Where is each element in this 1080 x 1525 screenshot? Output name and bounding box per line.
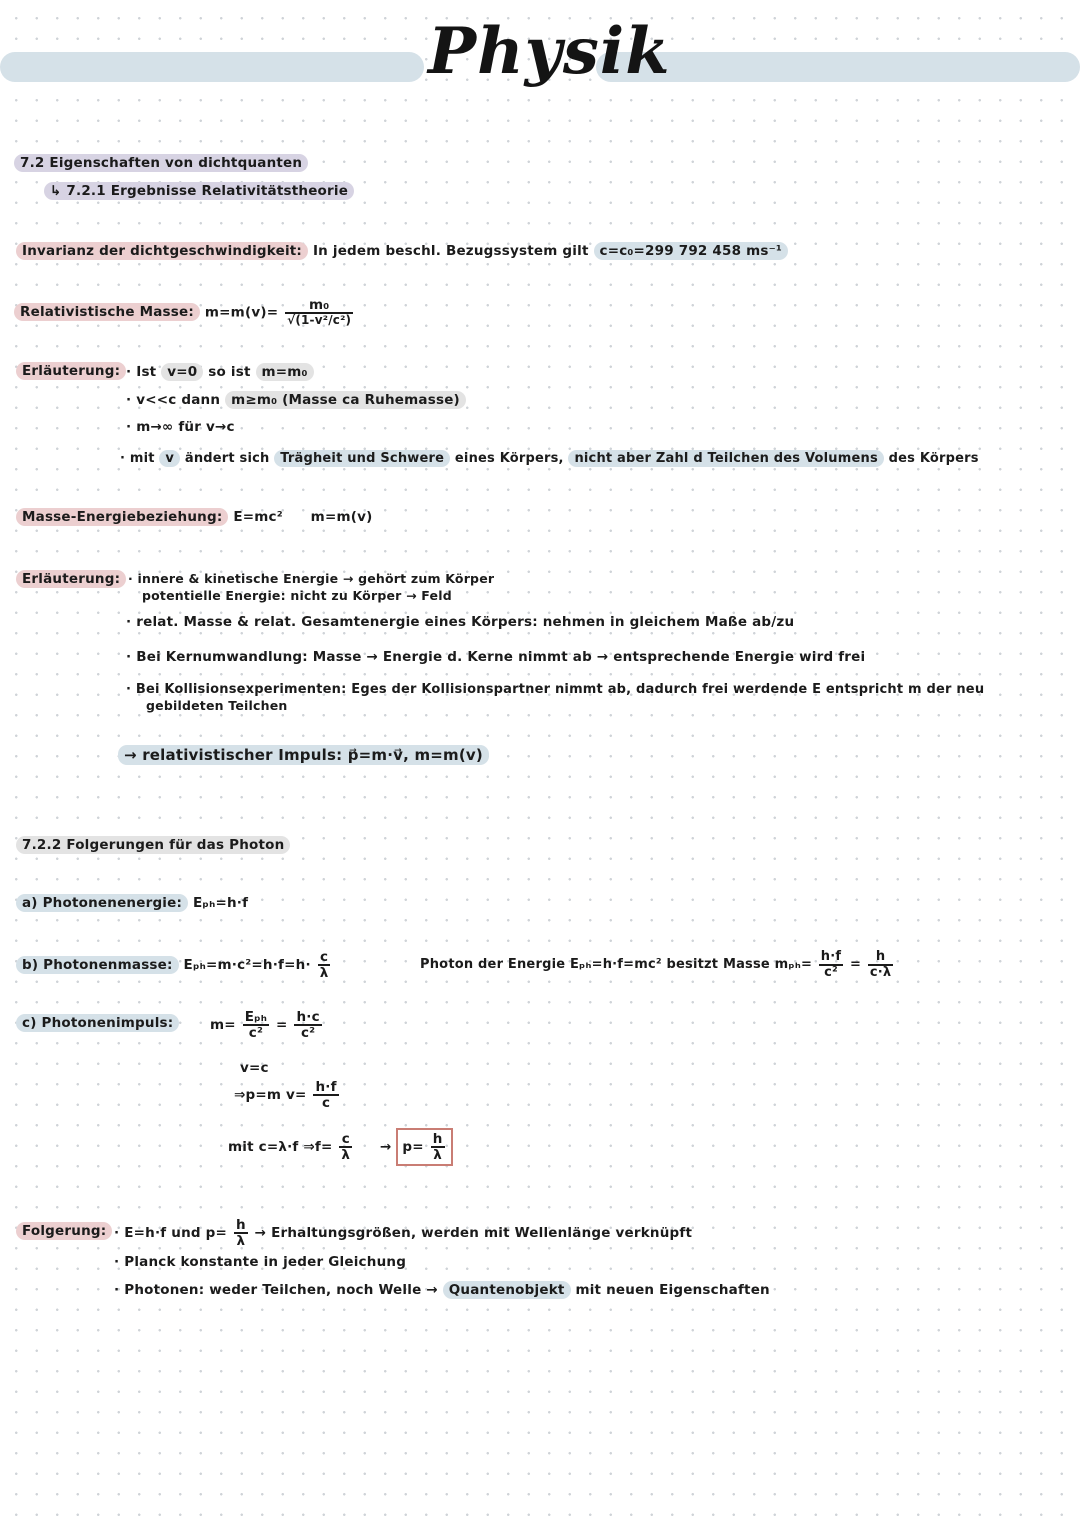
- photonenmasse-formula: Eₚₕ=m·c²=h·f=h·: [183, 957, 311, 974]
- e1-b4-hl2: nicht aber Zahl d Teilchen des Volumens: [568, 450, 883, 467]
- pi-eq: =: [276, 1017, 288, 1034]
- e1-b1-pre: · Ist: [126, 364, 157, 380]
- rel-masse-lhs: m=m(v)=: [204, 304, 279, 321]
- masse-energie-line: [16, 509, 372, 525]
- pi-arrow: →: [379, 1139, 392, 1156]
- section-7-2-1-title: ↳ 7.2.1 Ergebnisse Relativitätstheorie: [44, 182, 354, 200]
- e1-b4-rest1: eines Körpers,: [454, 451, 564, 466]
- photonenmasse-fraction2: [819, 950, 843, 979]
- folgerung-label: Folgerung:: [16, 1222, 112, 1240]
- photonenmasse-text: Photon der Energie Eₚₕ=h·f=mc² besitzt Masse mₚₕ=: [420, 957, 813, 973]
- pi-frac4-num: c: [339, 1132, 352, 1148]
- pm-frac3-num: h: [868, 950, 893, 966]
- f-b1-frac: [234, 1218, 248, 1248]
- pm-frac2-den: c²: [824, 964, 838, 980]
- e1-b1-v: v=0: [161, 363, 203, 381]
- e1-b1-mid: so ist: [208, 364, 251, 380]
- rel-masse-den: √(1-v²/c²): [287, 313, 352, 328]
- photonenimpuls-label: c) Photonenimpuls:: [16, 1014, 179, 1032]
- invarianz-formula: c=c₀=299 792 458 ms⁻¹: [594, 242, 789, 260]
- f-b1-den: λ: [236, 1233, 246, 1250]
- pi-frac3: [313, 1080, 338, 1110]
- erlaeuterung2-b1: · innere & kinetische Energie → gehört zum Körper: [128, 571, 495, 586]
- e1-b4-mid: ändert sich: [184, 451, 270, 466]
- photonenimpuls-formula1: [210, 1010, 324, 1040]
- f-b1-num: h: [235, 1217, 246, 1233]
- photonenimpuls-result-box: [396, 1128, 452, 1166]
- folgerung-b2: · Planck konstante in jeder Gleichung: [114, 1254, 407, 1270]
- e1-b4-v: v: [159, 450, 180, 467]
- erlaeuterung1-b4: [120, 451, 979, 466]
- f-b3-pre: · Photonen: weder Teilchen, noch Welle →: [114, 1282, 438, 1298]
- folgerung-b1: [114, 1218, 692, 1248]
- photonenimpuls-line3: [234, 1080, 341, 1110]
- relativistischer-impuls: → relativistischer Impuls: p⃗=m·v⃗, m=m(v): [118, 745, 489, 765]
- pi-frac3-num: h·f: [315, 1079, 337, 1095]
- e1-b4-hl1: Trägheit und Schwere: [274, 450, 450, 467]
- invarianz-label: Invarianz der dichtgeschwindigkeit:: [16, 242, 308, 260]
- photonenimpuls-line2: v=c: [240, 1060, 269, 1076]
- pi-line4: mit c=λ·f ⇒f=: [228, 1139, 333, 1156]
- invarianz-line: [16, 243, 788, 259]
- pm-frac2-num: h·f: [820, 949, 842, 964]
- pi-box-num: h: [432, 1131, 443, 1147]
- section-7-2-2-title: 7.2.2 Folgerungen für das Photon: [16, 836, 290, 854]
- erlaeuterung2-b4b: gebildeten Teilchen: [146, 698, 288, 713]
- pi-frac2-den: c²: [300, 1025, 316, 1042]
- masse-energie-formula: E=mc²: [233, 509, 283, 525]
- folgerung-b3: [114, 1282, 770, 1298]
- pm-frac-den: λ: [319, 965, 329, 982]
- pi-box-lhs: p=: [402, 1139, 424, 1156]
- e1-b2-pre: · v<<c dann: [126, 392, 221, 408]
- photonenimpuls-line4: [228, 1128, 453, 1166]
- photonenenergie-label: a) Photonenenergie:: [16, 894, 188, 912]
- section-7-2-title: 7.2 Eigenschaften von dichtquanten: [14, 154, 308, 172]
- erlaeuterung2-b1b: potentielle Energie: nicht zu Körper → Feld: [142, 588, 452, 603]
- erlaeuterung2-b4: · Bei Kollisionsexperimenten: Eges der Kollisionspartner nimmt ab, dadurch frei werdende E entspricht m der neu: [126, 682, 985, 697]
- e1-b2-hl: m≥m₀ (Masse ca Ruhemasse): [225, 391, 466, 409]
- e1-b4-rest2: des Körpers: [888, 451, 979, 466]
- page-title: Physik: [428, 14, 671, 89]
- f-b1-post: → Erhaltungsgrößen, werden mit Wellenlänge verknüpft: [254, 1225, 693, 1242]
- photonenmasse-fraction: [318, 950, 331, 980]
- photonenmasse-text-line: [420, 950, 895, 979]
- erlaeuterung2-label: Erläuterung:: [16, 570, 126, 588]
- erlaeuterung1-b1: [126, 364, 314, 380]
- pi-frac2: [294, 1010, 321, 1040]
- pi-frac4: [339, 1132, 352, 1162]
- pm-frac-num: c: [318, 950, 331, 966]
- erlaeuterung2-b2: · relat. Masse & relat. Gesamtenergie eines Körpers: nehmen in gleichem Maße ab/zu: [126, 614, 795, 630]
- e1-b1-m: m=m₀: [256, 363, 314, 381]
- erlaeuterung1-label: Erläuterung:: [16, 362, 126, 380]
- erlaeuterung1-b3: · m→∞ für v→c: [126, 419, 235, 435]
- rel-masse-label: Relativistische Masse:: [14, 303, 200, 321]
- photonenmasse-line: [16, 950, 332, 980]
- rel-masse-line: [14, 298, 355, 327]
- e1-b4-pre: · mit: [120, 451, 155, 466]
- pm-eq: =: [849, 957, 862, 973]
- pi-line3: ⇒p=m v=: [234, 1087, 307, 1104]
- pi-box-frac: [431, 1132, 445, 1162]
- photonenenergie-formula: Eₚₕ=h·f: [193, 895, 249, 911]
- photonenmasse-label: b) Photonenmasse:: [16, 956, 179, 974]
- masse-energie-label: Masse-Energiebeziehung:: [16, 508, 228, 526]
- pm-frac3-den: c·λ: [869, 964, 892, 980]
- pi-frac1-den: c²: [248, 1025, 264, 1042]
- erlaeuterung2-b3: · Bei Kernumwandlung: Masse → Energie d. Kerne nimmt ab → entsprechende Energie wird frei: [126, 649, 866, 665]
- pi-frac4-den: λ: [341, 1147, 351, 1164]
- rel-masse-fraction: [285, 298, 353, 327]
- photonenmasse-fraction3: [868, 950, 893, 979]
- pi-frac3-den: c: [321, 1095, 331, 1112]
- erlaeuterung1-b2: [126, 392, 466, 408]
- f-b3-hl: Quantenobjekt: [443, 1281, 571, 1299]
- pi-frac1-num: Eₚₕ: [244, 1009, 268, 1025]
- masse-energie-formula2: m=m(v): [310, 509, 373, 525]
- pi-box-den: λ: [433, 1147, 442, 1164]
- pi-frac2-num: h·c: [296, 1009, 320, 1025]
- f-b3-post: mit neuen Eigenschaften: [575, 1282, 770, 1298]
- pi-frac1: [243, 1010, 269, 1040]
- header-bar-left: [0, 52, 424, 82]
- pi-lhs: m=: [210, 1017, 236, 1034]
- rel-masse-num: m₀: [285, 298, 353, 314]
- photonenenergie-line: [16, 895, 248, 911]
- f-b1-pre: · E=h·f und p=: [114, 1225, 228, 1242]
- invarianz-text: In jedem beschl. Bezugssystem gilt: [312, 243, 589, 259]
